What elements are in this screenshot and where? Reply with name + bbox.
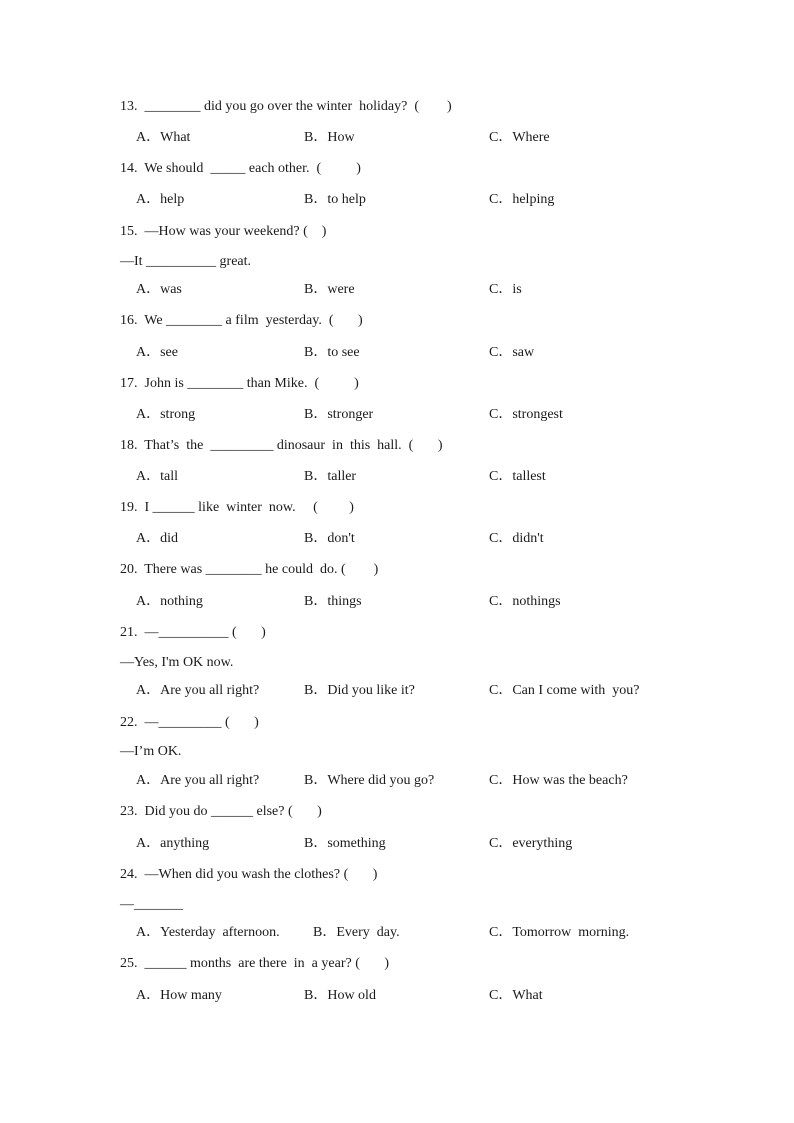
question-22-option-c: C．How was the beach? [489,773,628,788]
question-21-option-b: B．Did you like it? [304,683,415,698]
question-24-option-c: C．Tomorrow morning. [489,925,630,940]
question-17-option-b: B．stronger [304,407,374,422]
question-20-option-a: A．nothing [136,594,203,609]
question-25-option-c: C．What [489,988,543,1003]
question-19-option-c: C．didn't [489,531,544,546]
question-19-option-a: A．did [136,531,178,546]
question-15-stem: 15. —How was your weekend? ( ) [120,224,327,239]
question-24-option-a: A．Yesterday afternoon. [136,925,280,940]
question-20-option-c: C．nothings [489,594,561,609]
question-17-option-a: A．strong [136,407,196,422]
question-17-option-c: C．strongest [489,407,563,422]
question-23-option-b: B．something [304,836,386,851]
question-18-option-c: C．tallest [489,469,546,484]
question-14-option-c: C．helping [489,192,555,207]
question-23-option-a: A．anything [136,836,210,851]
question-18-stem: 18. That’s the _________ dinosaur in this hall. ( ) [120,438,443,453]
question-22-reply: —I’m OK. [120,744,182,759]
question-20-option-b: B．things [304,594,362,609]
question-14-stem: 14. We should _____ each other. ( ) [120,161,361,176]
question-19-option-b: B．don't [304,531,355,546]
question-15-option-b: B．were [304,282,355,297]
question-20-stem: 20. There was ________ he could do. ( ) [120,562,379,577]
question-24-reply: —_______ [120,897,183,912]
question-22-stem: 22. —_________ ( ) [120,715,259,730]
question-22-option-b: B．Where did you go? [304,773,435,788]
question-14-option-b: B．to help [304,192,366,207]
question-13-option-b: B．How [304,130,355,145]
question-18-option-b: B．taller [304,469,357,484]
question-16-stem: 16. We ________ a film yesterday. ( ) [120,313,363,328]
question-23-stem: 23. Did you do ______ else? ( ) [120,804,322,819]
question-22-option-a: A．Are you all right? [136,773,260,788]
question-24-stem: 24. —When did you wash the clothes? ( ) [120,867,378,882]
question-16-option-a: A．see [136,345,178,360]
question-25-option-b: B．How old [304,988,376,1003]
question-25-stem: 25. ______ months are there in a year? ( ) [120,956,390,971]
question-13-option-c: C．Where [489,130,550,145]
question-16-option-b: B．to see [304,345,360,360]
question-15-option-c: C．is [489,282,522,297]
question-17-stem: 17. John is ________ than Mike. ( ) [120,376,359,391]
question-14-option-a: A．help [136,192,185,207]
question-18-option-a: A．tall [136,469,178,484]
question-15-reply: —It __________ great. [120,254,252,269]
question-23-option-c: C．everything [489,836,573,851]
question-16-option-c: C．saw [489,345,535,360]
question-24-option-b: B．Every day. [313,925,400,940]
question-21-option-c: C．Can I come with you? [489,683,640,698]
question-25-option-a: A．How many [136,988,222,1003]
question-21-option-a: A．Are you all right? [136,683,260,698]
question-13-option-a: A．What [136,130,191,145]
question-21-reply: —Yes, I'm OK now. [120,655,234,670]
question-21-stem: 21. —__________ ( ) [120,625,266,640]
question-13-stem: 13. ________ did you go over the winter holiday? ( ) [120,99,452,114]
question-15-option-a: A．was [136,282,182,297]
question-19-stem: 19. I ______ like winter now. ( ) [120,500,354,515]
